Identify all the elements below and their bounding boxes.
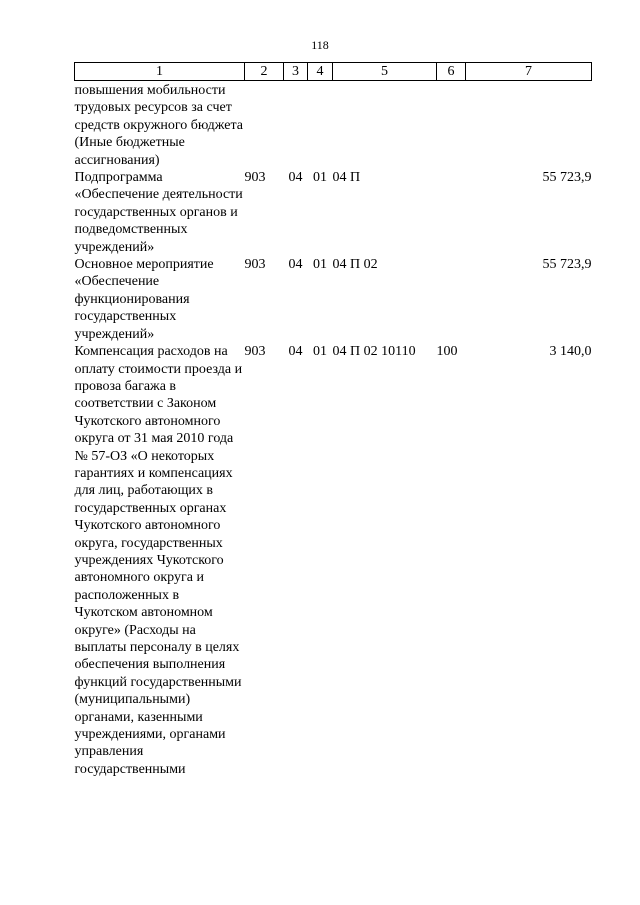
header-row — [75, 63, 592, 81]
page-number: 118 — [311, 38, 329, 52]
row-section: 04 — [288, 257, 303, 273]
row-expense-type — [437, 256, 466, 343]
row-expense-type: 100 — [436, 344, 458, 360]
row-amount — [466, 81, 592, 170]
row-section — [284, 81, 308, 170]
row-name: Подпрограмма «Обеспечение деятельности государственных органов и подведомственных учреждений» — [74, 170, 243, 255]
row-subsection: 01 — [313, 170, 327, 186]
budget-table — [74, 62, 592, 778]
column-header-5: 5 — [333, 63, 437, 81]
column-header-7: 7 — [466, 63, 592, 81]
row-expense-type — [437, 81, 466, 170]
row-subsection: 01 — [313, 257, 327, 273]
row-target-article: 04 П — [332, 170, 361, 186]
row-section: 04 — [288, 344, 303, 360]
row-section: 04 — [288, 170, 303, 186]
row-code-ministry: 903 — [244, 257, 266, 273]
table-row — [75, 169, 592, 256]
row-target-article: 04 П 02 10110 — [332, 344, 416, 360]
row-amount: 55 723,9 — [542, 257, 592, 273]
row-name: Компенсация расходов на оплату стоимости проезда и провоза багажа в соответствии с Законом Чукотского автономного округа от 31 мая 2010 года № 57-ОЗ «О некоторых гарантиях и компенсациях для лиц, работающих в государственных органах Чукотского автономного округа, государственных учреждениях Чукотского автономного округа и расположенных в Чукотском автономном округе» (Расходы на выплаты персоналу в целях обеспечения выполнения функций государственными (муниципальными) органами, казенными учреждениями, органами управления государственными — [74, 344, 243, 777]
column-header-3: 3 — [284, 63, 308, 81]
column-header-4: 4 — [308, 63, 333, 81]
column-header-6: 6 — [437, 63, 466, 81]
row-expense-type — [437, 169, 466, 256]
table-row — [75, 343, 592, 778]
column-header-1: 1 — [75, 63, 245, 81]
row-subsection — [308, 81, 333, 170]
row-amount: 55 723,9 — [542, 170, 592, 186]
row-name: повышения мобильности трудовых ресурсов за счет средств окружного бюджета (Иные бюджетные ассигнования) — [74, 83, 243, 168]
table-row — [75, 81, 592, 170]
row-code-ministry: 903 — [244, 344, 266, 360]
row-code-ministry — [245, 81, 284, 170]
row-name: Основное мероприятие «Обеспечение функционирования государственных учреждений» — [74, 257, 214, 342]
column-header-2: 2 — [245, 63, 284, 81]
row-amount: 3 140,0 — [549, 344, 592, 360]
row-code-ministry: 903 — [244, 170, 266, 186]
row-target-article: 04 П 02 — [332, 257, 378, 273]
row-subsection: 01 — [313, 344, 327, 360]
row-target-article — [333, 81, 437, 170]
table-row — [75, 256, 592, 343]
